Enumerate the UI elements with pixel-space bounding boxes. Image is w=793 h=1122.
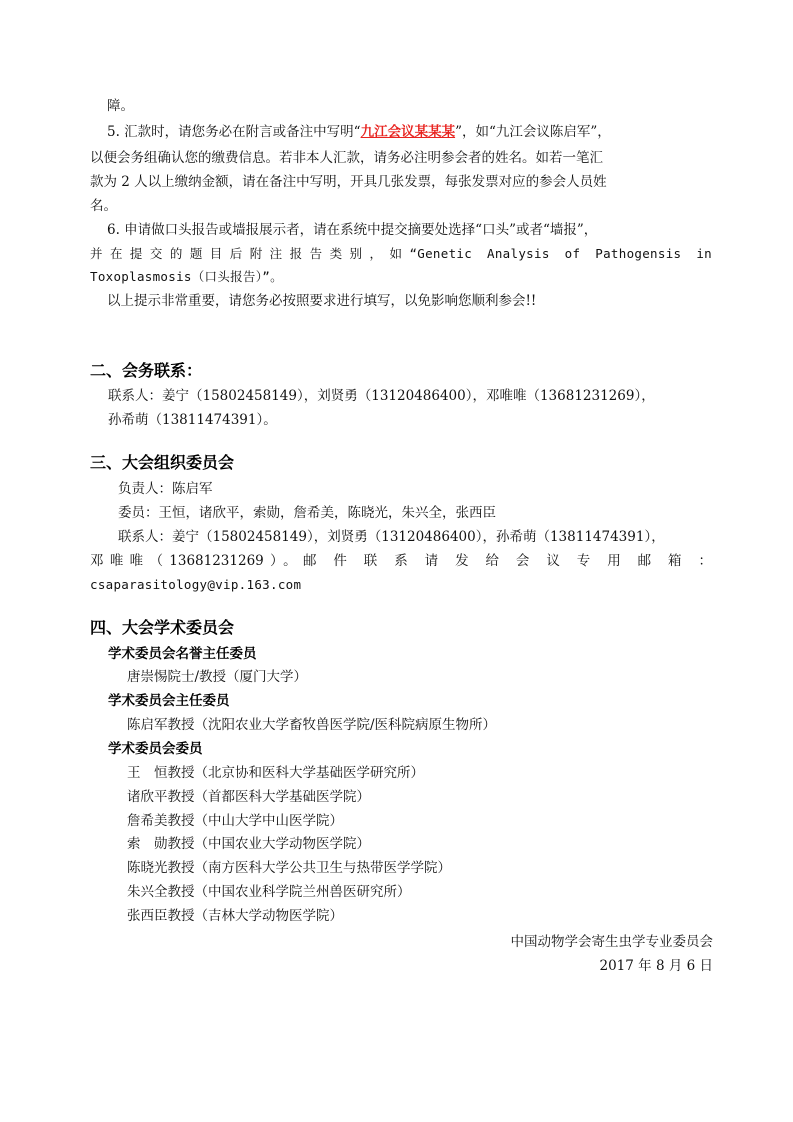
note-text: ”，如“九江会议陈启军”，: [455, 124, 611, 140]
highlight-text: 九江会议某某某: [360, 124, 456, 140]
note-line: 障。: [107, 98, 134, 114]
committee-entry: 朱兴全教授（中国农业科学院兰州兽医研究所）: [127, 884, 411, 900]
contact-line: 邓唯唯（13681231269）。邮 件 联 系 请 发 给 会 议 专 用 邮 箱 ：: [90, 553, 712, 569]
note-text: 5. 汇款时，请您务必在附言或备注中写明“: [107, 124, 361, 140]
note-warning: 以上提示非常重要，请您务必按照要求进行填写，以免影响您顺利参会!!: [107, 293, 537, 309]
note-line: 并在提交的题目后附注报告类别，如“Genetic Analysis of Pathogensis in: [90, 246, 712, 261]
committee-members: 委员：王恒，诸欣平，索勋，詹希美，陈晓光，朱兴全，张西臣: [118, 505, 496, 521]
section-title: 三、大会组织委员会: [90, 453, 235, 472]
signature-org: 中国动物学会寄生虫学专业委员会: [510, 934, 713, 950]
note-line: 款为 2 人以上缴纳金额，请在备注中写明，开具几张发票，每张发票对应的参会人员姓: [90, 174, 607, 190]
committee-entry: 陈启军教授（沈阳农业大学畜牧兽医学院/医科院病原生物所）: [127, 717, 497, 733]
subsection-title: 学术委员会委员: [108, 741, 203, 757]
email-address: csaparasitology@vip.163.com: [90, 577, 302, 592]
committee-entry: 唐崇惕院士/教授（厦门大学）: [127, 669, 308, 685]
committee-entry: 詹希美教授（中山大学中山医学院）: [127, 813, 343, 829]
committee-entry: 诸欣平教授（首都医科大学基础医学院）: [127, 789, 370, 805]
signature-date: 2017 年 8 月 6 日: [599, 958, 713, 974]
note-item-6: 6. 申请做口头报告或墙报展示者，请在系统中提交摘要处选择“口头”或者“墙报”，: [107, 222, 598, 238]
note-item-5: [107, 121, 611, 143]
note-line: 以便会务组确认您的缴费信息。若非本人汇款，请务必注明参会者的姓名。如若一笔汇: [90, 150, 603, 166]
section-title: 四、大会学术委员会: [90, 618, 235, 637]
committee-entry: 王 恒教授（北京协和医科大学基础医学研究所）: [127, 765, 424, 781]
committee-head: 负责人：陈启军: [118, 481, 213, 497]
contact-line: 联系人：姜宁（15802458149），刘贤勇（13120486400），孙希萌（13811474391），: [118, 529, 665, 545]
subsection-title: 学术委员会主任委员: [108, 693, 230, 709]
note-line: Toxoplasmosis（口头报告）”。: [90, 269, 283, 284]
committee-entry: 陈晓光教授（南方医科大学公共卫生与热带医学学院）: [127, 860, 451, 876]
committee-entry: 索 勋教授（中国农业大学动物医学院）: [127, 836, 370, 852]
committee-entry: 张西臣教授（吉林大学动物医学院）: [127, 908, 343, 924]
section-title: 二、会务联系：: [90, 361, 203, 380]
subsection-title: 学术委员会名誉主任委员: [108, 646, 257, 662]
note-line: 名。: [90, 198, 117, 214]
contact-line: 联系人：姜宁（15802458149），刘贤勇（13120486400），邓唯唯（13681231269），: [108, 388, 655, 404]
contact-line: 孙希萌（13811474391）。: [108, 412, 277, 428]
